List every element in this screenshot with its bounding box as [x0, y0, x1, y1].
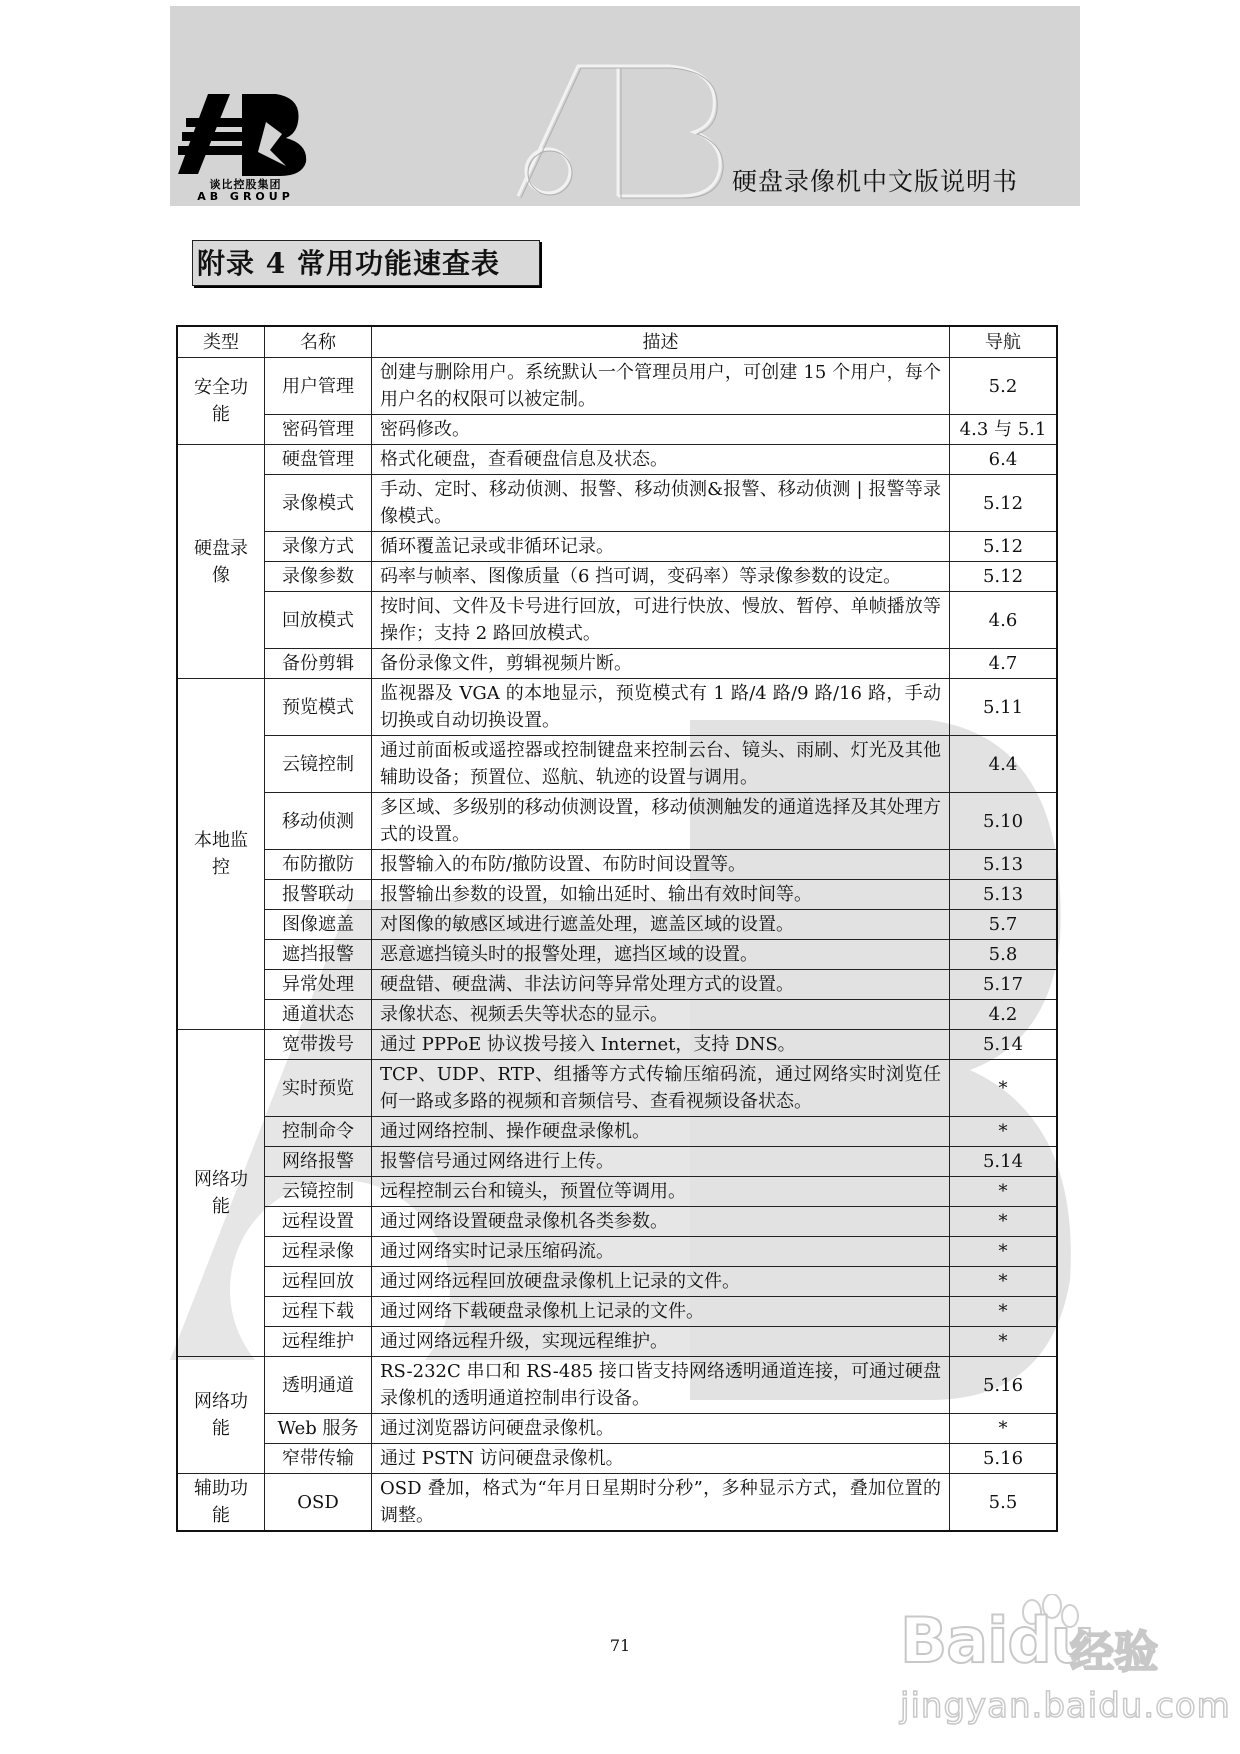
header-band	[170, 6, 1080, 206]
function-name-cell: 远程维护	[265, 1327, 372, 1357]
function-name-cell: 用户管理	[265, 358, 372, 415]
description-cell: 报警输入的布防/撤防设置、布防时间设置等。	[372, 850, 950, 880]
navigation-cell: 5.13	[950, 880, 1058, 910]
function-name-cell: 硬盘管理	[265, 445, 372, 475]
navigation-cell: 6.4	[950, 445, 1058, 475]
function-reference-table	[176, 325, 1058, 1532]
baidu-jingyan-text: 经验	[1070, 1627, 1158, 1678]
table-row	[177, 1030, 1057, 1060]
table-row	[177, 415, 1057, 445]
navigation-cell: 4.7	[950, 649, 1058, 679]
navigation-cell: 5.13	[950, 850, 1058, 880]
navigation-cell: 5.14	[950, 1147, 1058, 1177]
category-cell: 硬盘录像	[177, 445, 265, 679]
function-name-cell: 通道状态	[265, 1000, 372, 1030]
table-row	[177, 850, 1057, 880]
description-cell: 手动、定时、移动侦测、报警、移动侦测&报警、移动侦测 | 报警等录像模式。	[372, 475, 950, 532]
description-cell: 按时间、文件及卡号进行回放，可进行快放、慢放、暂停、单帧播放等操作；支持 2 路回放模式。	[372, 592, 950, 649]
description-cell: 码率与帧率、图像质量（6 挡可调，变码率）等录像参数的设定。	[372, 562, 950, 592]
table-row	[177, 445, 1057, 475]
navigation-cell: 5.7	[950, 910, 1058, 940]
navigation-cell: 4.6	[950, 592, 1058, 649]
function-name-cell: 网络报警	[265, 1147, 372, 1177]
table-row	[177, 970, 1057, 1000]
ab-emblem-logo	[508, 56, 728, 206]
navigation-cell: 5.2	[950, 358, 1058, 415]
table-row	[177, 880, 1057, 910]
column-header-description: 描述	[372, 326, 950, 358]
navigation-cell: *	[950, 1117, 1058, 1147]
navigation-cell: 5.5	[950, 1474, 1058, 1532]
navigation-cell: *	[950, 1297, 1058, 1327]
column-header-name: 名称	[265, 326, 372, 358]
description-cell: 通过网络设置硬盘录像机各类参数。	[372, 1207, 950, 1237]
table-row	[177, 679, 1057, 736]
description-cell: 通过 PPPoE 协议拨号接入 Internet，支持 DNS。	[372, 1030, 950, 1060]
table-row	[177, 1147, 1057, 1177]
category-cell: 辅助功能	[177, 1474, 265, 1532]
function-name-cell: 预览模式	[265, 679, 372, 736]
table-row	[177, 1207, 1057, 1237]
logo-english-text: AB GROUP	[197, 190, 294, 203]
appendix-heading: 附录 4 常用功能速查表	[192, 240, 540, 286]
description-cell: OSD 叠加，格式为“年月日星期时分秒”，多种显示方式，叠加位置的调整。	[372, 1474, 950, 1532]
column-header-navigation: 导航	[950, 326, 1058, 358]
description-cell: RS-232C 串口和 RS-485 接口皆支持网络透明通道连接，可通过硬盘录像机的透明通道控制串行设备。	[372, 1357, 950, 1414]
description-cell: 硬盘错、硬盘满、非法访问等异常处理方式的设置。	[372, 970, 950, 1000]
navigation-cell: *	[950, 1414, 1058, 1444]
table-row	[177, 1267, 1057, 1297]
navigation-cell: *	[950, 1237, 1058, 1267]
function-name-cell: 布防撤防	[265, 850, 372, 880]
navigation-cell: *	[950, 1267, 1058, 1297]
function-name-cell: 远程下载	[265, 1297, 372, 1327]
description-cell: 密码修改。	[372, 415, 950, 445]
table-row	[177, 1444, 1057, 1474]
description-cell: 报警输出参数的设置，如输出延时、输出有效时间等。	[372, 880, 950, 910]
function-name-cell: 透明通道	[265, 1357, 372, 1414]
baidu-brand-text: Baidu	[900, 1604, 1094, 1677]
navigation-cell: 5.16	[950, 1357, 1058, 1414]
table-row	[177, 532, 1057, 562]
page-number: 71	[609, 1636, 631, 1655]
function-name-cell: 录像模式	[265, 475, 372, 532]
navigation-cell: 5.8	[950, 940, 1058, 970]
navigation-cell: 5.12	[950, 475, 1058, 532]
function-name-cell: 报警联动	[265, 880, 372, 910]
navigation-cell: *	[950, 1327, 1058, 1357]
function-name-cell: 窄带传输	[265, 1444, 372, 1474]
function-name-cell: 远程回放	[265, 1267, 372, 1297]
function-name-cell: 异常处理	[265, 970, 372, 1000]
description-cell: 恶意遮挡镜头时的报警处理，遮挡区域的设置。	[372, 940, 950, 970]
description-cell: 通过前面板或遥控器或控制键盘来控制云台、镜头、雨刷、灯光及其他辅助设备；预置位、巡航、轨迹的设置与调用。	[372, 736, 950, 793]
description-cell: 通过网络远程回放硬盘录像机上记录的文件。	[372, 1267, 950, 1297]
description-cell: 通过网络远程升级，实现远程维护。	[372, 1327, 950, 1357]
description-cell: 循环覆盖记录或非循环记录。	[372, 532, 950, 562]
table-row	[177, 1357, 1057, 1414]
function-name-cell: 云镜控制	[265, 1177, 372, 1207]
column-header-type: 类型	[177, 326, 265, 358]
description-cell: 通过浏览器访问硬盘录像机。	[372, 1414, 950, 1444]
description-cell: 对图像的敏感区域进行遮盖处理，遮盖区域的设置。	[372, 910, 950, 940]
navigation-cell: 5.14	[950, 1030, 1058, 1060]
description-cell: 报警信号通过网络进行上传。	[372, 1147, 950, 1177]
function-name-cell: 实时预览	[265, 1060, 372, 1117]
navigation-cell: 5.12	[950, 532, 1058, 562]
table-row	[177, 475, 1057, 532]
table-row	[177, 1297, 1057, 1327]
table-row	[177, 1060, 1057, 1117]
function-name-cell: 移动侦测	[265, 793, 372, 850]
table-row	[177, 592, 1057, 649]
function-name-cell: 回放模式	[265, 592, 372, 649]
table-header-row	[177, 326, 1057, 358]
function-name-cell: 录像参数	[265, 562, 372, 592]
function-name-cell: 控制命令	[265, 1117, 372, 1147]
function-name-cell: 远程设置	[265, 1207, 372, 1237]
table-row	[177, 1414, 1057, 1444]
table-row	[177, 1000, 1057, 1030]
navigation-cell: 4.3 与 5.1	[950, 415, 1058, 445]
table-row	[177, 736, 1057, 793]
table-row	[177, 358, 1057, 415]
function-name-cell: 密码管理	[265, 415, 372, 445]
table-row	[177, 649, 1057, 679]
function-name-cell: 云镜控制	[265, 736, 372, 793]
description-cell: 多区域、多级别的移动侦测设置，移动侦测触发的通道选择及其处理方式的设置。	[372, 793, 950, 850]
description-cell: 通过网络控制、操作硬盘录像机。	[372, 1117, 950, 1147]
navigation-cell: 5.17	[950, 970, 1058, 1000]
function-name-cell: Web 服务	[265, 1414, 372, 1444]
category-cell: 本地监控	[177, 679, 265, 1030]
description-cell: 通过 PSTN 访问硬盘录像机。	[372, 1444, 950, 1474]
navigation-cell: 5.11	[950, 679, 1058, 736]
function-name-cell: 备份剪辑	[265, 649, 372, 679]
table-row	[177, 940, 1057, 970]
function-name-cell: OSD	[265, 1474, 372, 1532]
navigation-cell: 5.16	[950, 1444, 1058, 1474]
table-row	[177, 1117, 1057, 1147]
description-cell: 远程控制云台和镜头，预置位等调用。	[372, 1177, 950, 1207]
description-cell: 备份录像文件，剪辑视频片断。	[372, 649, 950, 679]
description-cell: 创建与删除用户。系统默认一个管理员用户，可创建 15 个用户，每个用户名的权限可以被定制。	[372, 358, 950, 415]
table-row	[177, 562, 1057, 592]
function-name-cell: 录像方式	[265, 532, 372, 562]
function-name-cell: 宽带拨号	[265, 1030, 372, 1060]
category-cell: 网络功能	[177, 1357, 265, 1474]
description-cell: 录像状态、视频丢失等状态的显示。	[372, 1000, 950, 1030]
table-body	[177, 358, 1057, 1532]
function-name-cell: 远程录像	[265, 1237, 372, 1267]
logo-chinese-text: 谈比控股集团	[209, 178, 282, 191]
category-cell: 网络功能	[177, 1030, 265, 1357]
navigation-cell: 4.2	[950, 1000, 1058, 1030]
navigation-cell: 4.4	[950, 736, 1058, 793]
navigation-cell: *	[950, 1207, 1058, 1237]
navigation-cell: 5.12	[950, 562, 1058, 592]
description-cell: 通过网络下载硬盘录像机上记录的文件。	[372, 1297, 950, 1327]
table-row	[177, 1327, 1057, 1357]
function-name-cell: 图像遮盖	[265, 910, 372, 940]
navigation-cell: 5.10	[950, 793, 1058, 850]
description-cell: 通过网络实时记录压缩码流。	[372, 1237, 950, 1267]
table-row	[177, 1474, 1057, 1532]
table-row	[177, 910, 1057, 940]
baidu-url-text: jingyan.baidu.com	[900, 1686, 1231, 1726]
table-row	[177, 1237, 1057, 1267]
table-row	[177, 1177, 1057, 1207]
description-cell: TCP、UDP、RTP、组播等方式传输压缩码流，通过网络实时浏览任何一路或多路的视频和音频信号、查看视频设备状态。	[372, 1060, 950, 1117]
document-title: 硬盘录像机中文版说明书	[732, 167, 1019, 196]
category-cell: 安全功能	[177, 358, 265, 445]
navigation-cell: *	[950, 1060, 1058, 1117]
function-name-cell: 遮挡报警	[265, 940, 372, 970]
table-row	[177, 793, 1057, 850]
description-cell: 格式化硬盘，查看硬盘信息及状态。	[372, 445, 950, 475]
navigation-cell: *	[950, 1177, 1058, 1207]
description-cell: 监视器及 VGA 的本地显示，预览模式有 1 路/4 路/9 路/16 路，手动切换或自动切换设置。	[372, 679, 950, 736]
